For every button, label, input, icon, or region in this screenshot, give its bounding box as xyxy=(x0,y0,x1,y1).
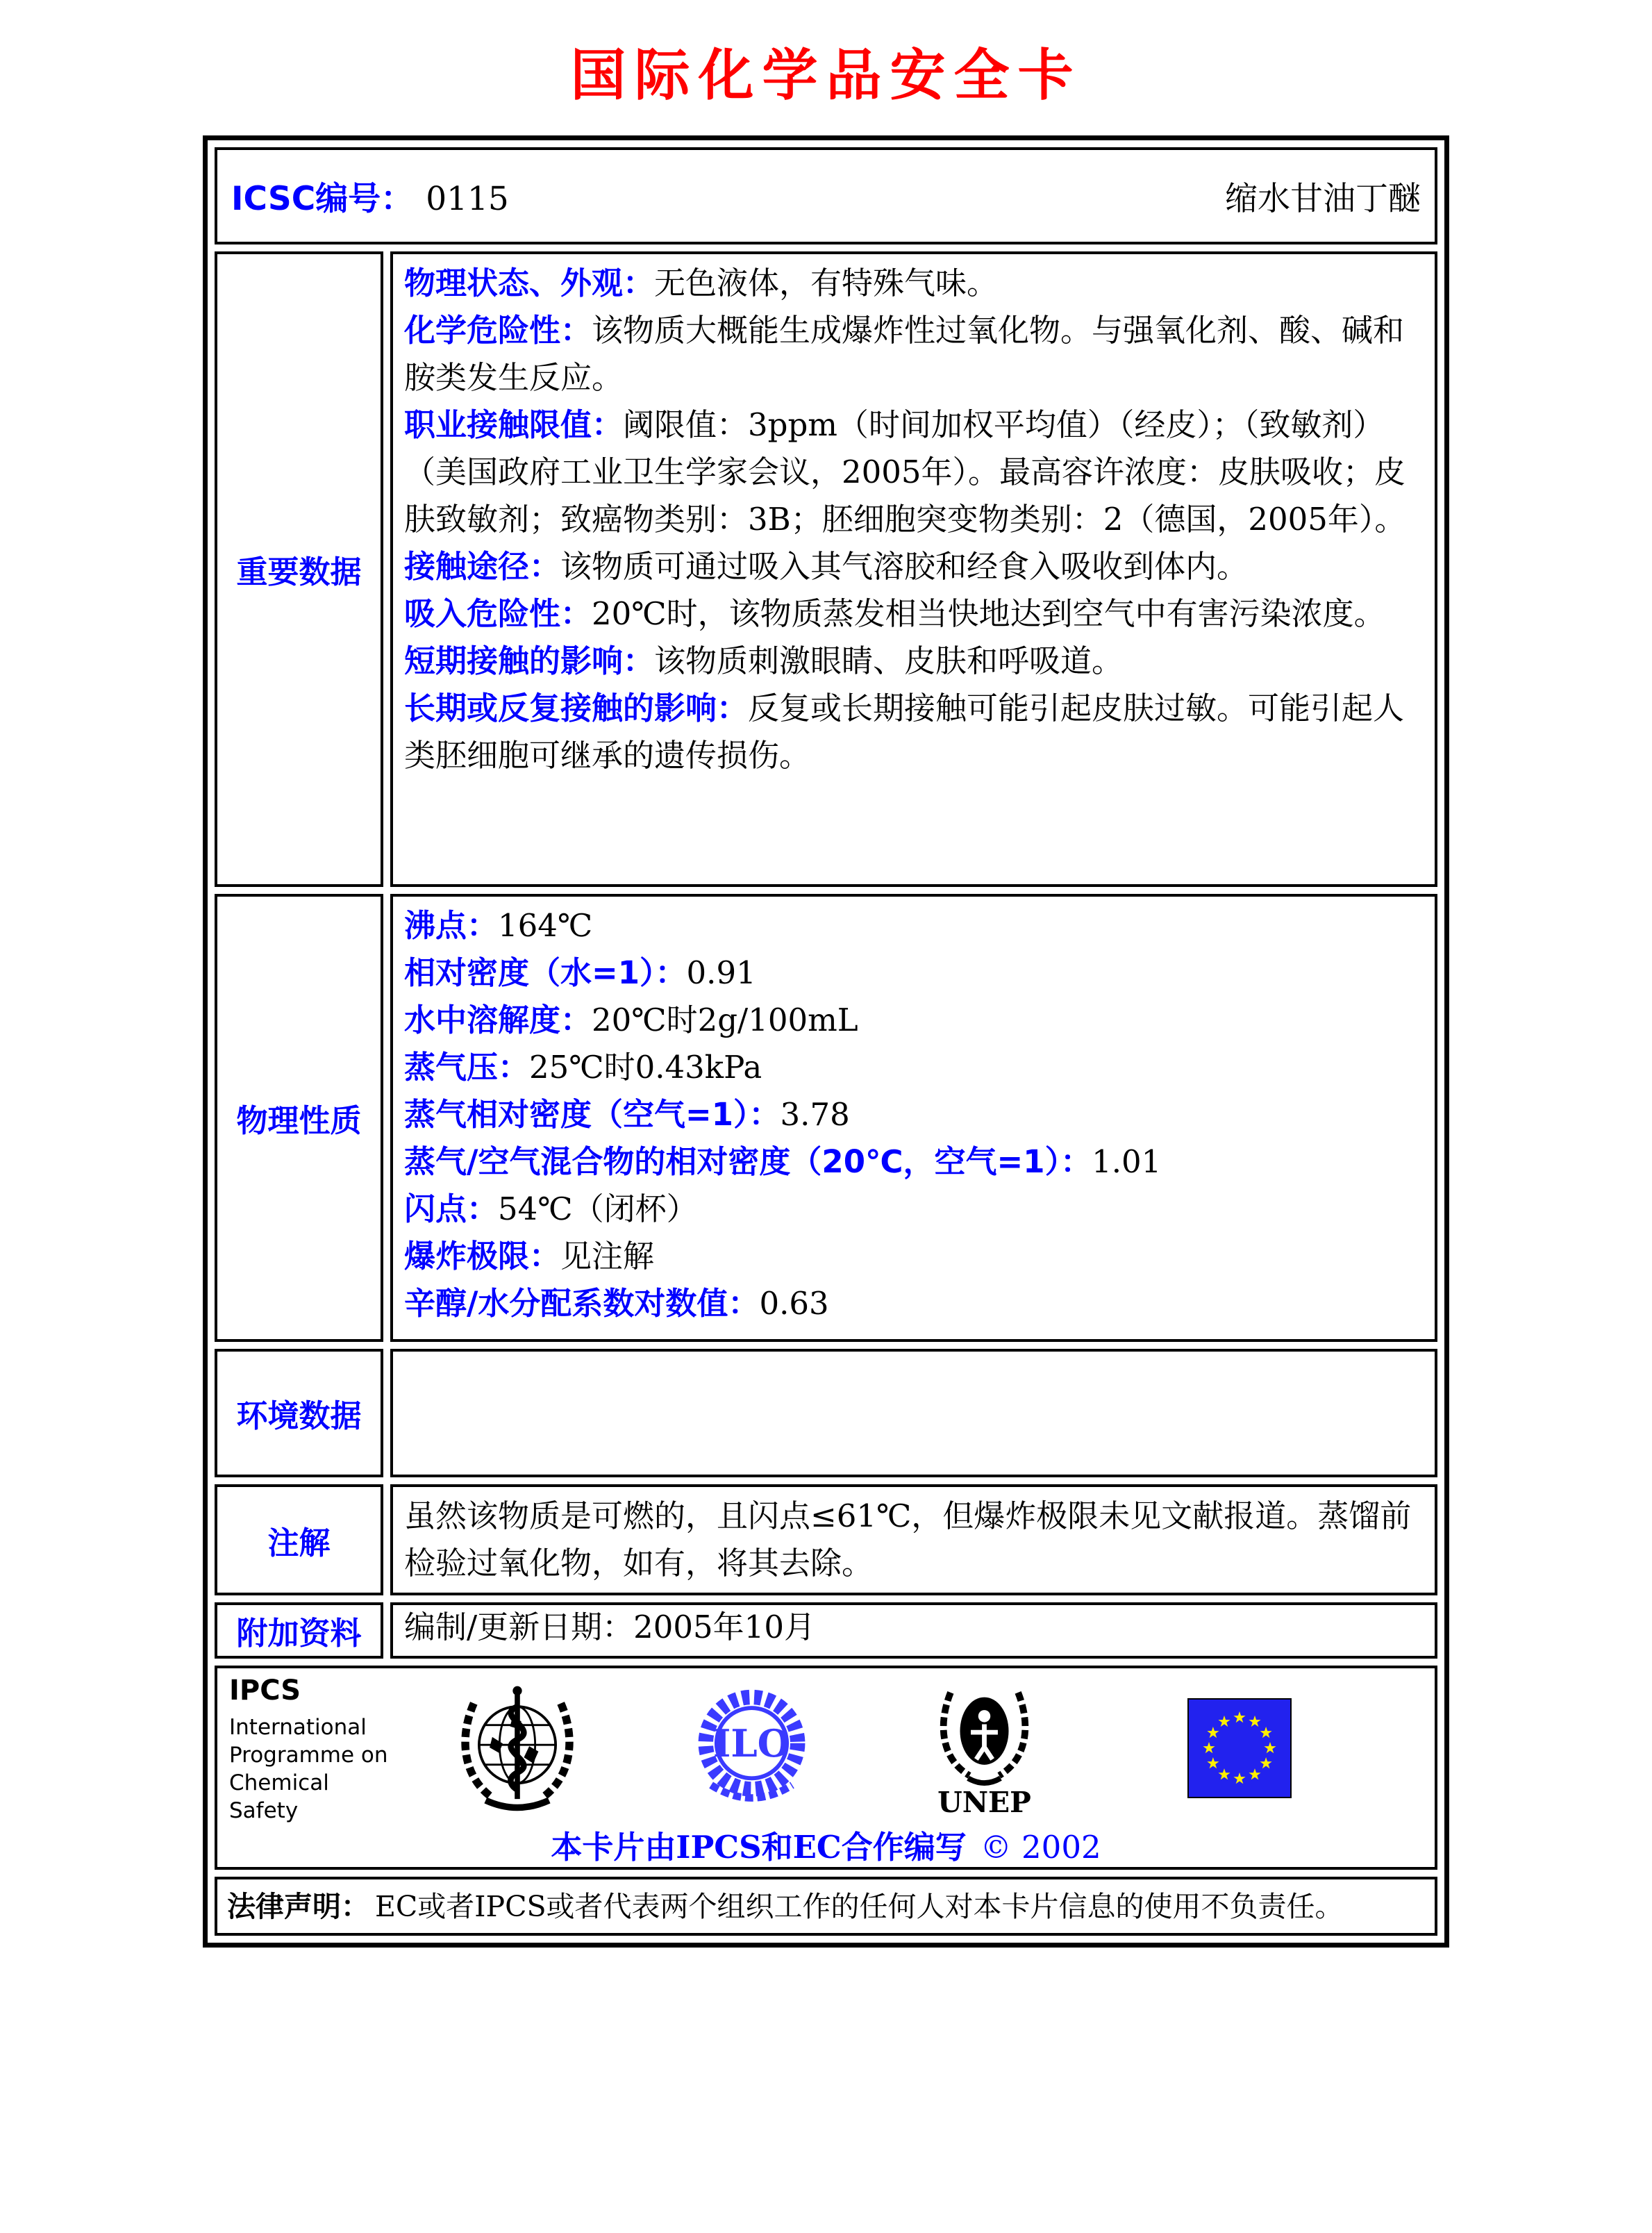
routes-of-exposure-label: 接触途径： xyxy=(404,548,561,585)
chemical-dangers-value: 该物质大概能生成爆炸性过氧化物。与强氧化剂、酸、碱和胺类发生反应。 xyxy=(404,312,1405,396)
environmental-data-row xyxy=(215,1349,1437,1477)
water-solubility-value: 20℃时2g/100mL xyxy=(592,1002,858,1038)
unep-letters: UNEP xyxy=(937,1785,1031,1819)
logos-cell xyxy=(215,1666,1437,1870)
eu-flag-icon xyxy=(1187,1698,1292,1801)
physical-state-label: 物理状态、外观： xyxy=(404,265,655,301)
vapour-air-mixture-density-label: 蒸气/空气混合物的相对密度（20℃，空气=1）： xyxy=(404,1143,1092,1180)
boiling-point-label: 沸点： xyxy=(404,907,499,944)
physical-state-item xyxy=(404,260,1424,307)
boiling-point-item xyxy=(404,902,1424,949)
additional-info-content: 编制/更新日期：2005年10月 xyxy=(390,1602,1437,1659)
icsc-card-table xyxy=(203,135,1449,1948)
flash-point-label: 闪点： xyxy=(404,1190,499,1227)
who-logo-icon xyxy=(451,1680,583,1818)
physical-properties-row xyxy=(215,894,1437,1342)
vapour-density-item xyxy=(404,1091,1424,1138)
page-title: 国际化学品安全卡 xyxy=(570,43,1082,108)
vapour-air-mixture-density-item xyxy=(404,1138,1424,1186)
occupational-exposure-limits-label: 职业接触限值： xyxy=(404,406,624,443)
flash-point-value: 54℃（闭杯） xyxy=(498,1190,698,1227)
long-term-effects-label: 长期或反复接触的影响： xyxy=(404,690,749,727)
explosive-limits-item xyxy=(404,1233,1424,1280)
water-solubility-item xyxy=(404,997,1424,1044)
logos-row xyxy=(215,1666,1437,1870)
ipcs-line-3: Chemical Safety xyxy=(229,1770,329,1823)
copyright-year: © 2002 xyxy=(980,1829,1101,1866)
routes-of-exposure-item xyxy=(404,543,1424,590)
legal-notice-text: EC或者IPCS或者代表两个组织工作的任何人对本卡片信息的使用不负责任。 xyxy=(375,1889,1344,1923)
occupational-exposure-limits-item xyxy=(404,401,1424,543)
chemical-dangers-label: 化学危险性： xyxy=(404,312,592,349)
legal-row xyxy=(215,1877,1437,1936)
important-data-content xyxy=(390,251,1437,887)
inhalation-risk-value: 20℃时，该物质蒸发相当快地达到空气中有害污染浓度。 xyxy=(592,595,1385,632)
vapour-pressure-item xyxy=(404,1044,1424,1091)
inhalation-risk-item xyxy=(404,590,1424,638)
relative-density-item xyxy=(404,949,1424,997)
ipcs-acronym: IPCS xyxy=(229,1674,301,1707)
water-solubility-label: 水中溶解度： xyxy=(404,1002,592,1038)
vapour-density-value: 3.78 xyxy=(780,1096,850,1133)
log-pow-value: 0.63 xyxy=(759,1285,829,1322)
ilo-letters: ILO xyxy=(712,1720,791,1766)
icsc-number-group xyxy=(231,173,509,219)
environmental-data-content xyxy=(390,1349,1437,1477)
cooperation-caption xyxy=(217,1822,1435,1867)
routes-of-exposure-value: 该物质可通过吸入其气溶胶和经食入吸收到体内。 xyxy=(560,548,1249,585)
logos-strip xyxy=(217,1668,1435,1823)
relative-density-label: 相对密度（水=1）： xyxy=(404,954,687,991)
vapour-pressure-label: 蒸气压： xyxy=(404,1049,530,1086)
unep-logo-icon xyxy=(924,1675,1045,1824)
occupational-exposure-limits-value: 阈限值：3ppm（时间加权平均值）（经皮）；（致敏剂）（美国政府工业卫生学家会议，2005年）。最高容许浓度：皮肤吸收；皮肤致敏剂；致癌物类别：3B；胚细胞突变物类别：2（德国，2005年）。 xyxy=(404,406,1406,538)
chemical-dangers-item xyxy=(404,307,1424,401)
inhalation-risk-label: 吸入危险性： xyxy=(404,595,592,632)
ipcs-line-2: Programme on xyxy=(229,1742,388,1768)
log-pow-label: 辛醇/水分配系数对数值： xyxy=(404,1285,760,1322)
environmental-data-label: 环境数据 xyxy=(215,1349,383,1477)
vapour-pressure-value: 25℃时0.43kPa xyxy=(529,1049,762,1086)
short-term-effects-label: 短期接触的影响： xyxy=(404,642,655,679)
cooperation-caption-text: 本卡片由IPCS和EC合作编写 xyxy=(551,1829,967,1866)
explosive-limits-label: 爆炸极限： xyxy=(404,1238,561,1275)
notes-label: 注解 xyxy=(215,1484,383,1595)
legal-notice-label: 法律声明： xyxy=(227,1889,369,1923)
important-data-row xyxy=(215,251,1437,887)
short-term-effects-value: 该物质刺激眼睛、皮肤和呼吸道。 xyxy=(654,642,1124,679)
boiling-point-value: 164℃ xyxy=(498,907,593,944)
legal-cell xyxy=(215,1877,1437,1936)
important-data-label: 重要数据 xyxy=(215,251,383,887)
vapour-air-mixture-density-value: 1.01 xyxy=(1092,1143,1162,1180)
physical-properties-label: 物理性质 xyxy=(215,894,383,1342)
long-term-effects-value: 反复或长期接触可能引起皮肤过敏。可能引起人类胚细胞可继承的遗传损伤。 xyxy=(404,690,1405,774)
vapour-density-label: 蒸气相对密度（空气=1）： xyxy=(404,1096,781,1133)
long-term-effects-item xyxy=(404,685,1424,779)
explosive-limits-value: 见注解 xyxy=(560,1238,655,1275)
physical-properties-content xyxy=(390,894,1437,1342)
flash-point-item xyxy=(404,1186,1424,1233)
header-cell xyxy=(215,147,1437,244)
notes-row xyxy=(215,1484,1437,1595)
relative-density-value: 0.91 xyxy=(686,954,756,991)
additional-info-label: 附加资料 xyxy=(215,1602,383,1659)
icsc-number-value: 0115 xyxy=(426,179,509,218)
ipcs-line-1: International xyxy=(229,1714,367,1740)
header-row xyxy=(215,147,1437,244)
icsc-number-label: ICSC编号： xyxy=(231,179,414,218)
ipcs-text-block xyxy=(229,1675,403,1825)
ilo-logo-icon xyxy=(687,1682,816,1817)
physical-state-value: 无色液体，有特殊气味。 xyxy=(654,265,999,301)
additional-info-row xyxy=(215,1602,1437,1659)
log-pow-item xyxy=(404,1280,1424,1327)
short-term-effects-item xyxy=(404,638,1424,685)
notes-content: 虽然该物质是可燃的，且闪点≤61℃，但爆炸极限未见文献报道。蒸馏前检验过氧化物，如有，将其去除。 xyxy=(390,1484,1437,1595)
chemical-name: 缩水甘油丁醚 xyxy=(1225,179,1421,218)
